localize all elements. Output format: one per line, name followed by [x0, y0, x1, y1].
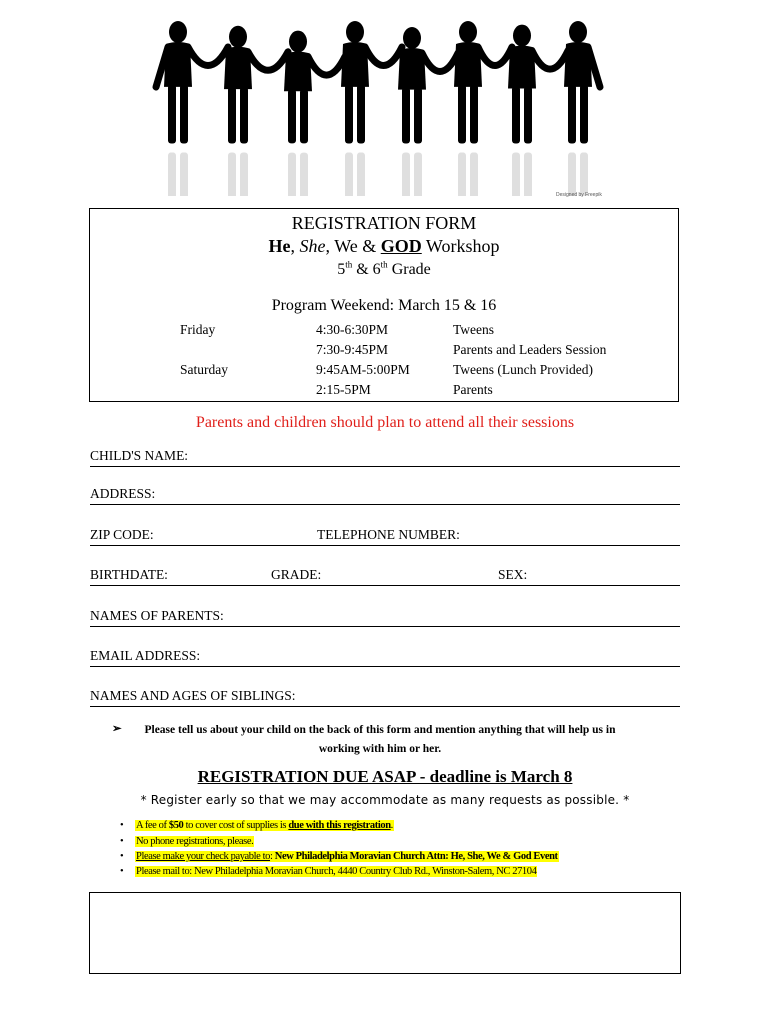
registration-deadline: REGISTRATION DUE ASAP - deadline is March 8	[197, 767, 573, 786]
tell-us-line-1: Please tell us about your child on the back of this form and mention anything that will help us in	[144, 724, 616, 736]
birthdate-label: BIRTHDATE:	[90, 567, 168, 582]
notes-box[interactable]	[89, 892, 681, 974]
fee-text: A fee of $50 to cover cost of supplies is due with this registration.	[136, 820, 393, 831]
workshop-title: He, She, We & GOD Workshop	[268, 236, 500, 256]
telephone-label: TELEPHONE NUMBER:	[317, 527, 460, 542]
schedule-audience: Tweens	[453, 322, 495, 337]
child-name-label: CHILD'S NAME:	[90, 448, 189, 463]
schedule-time: 9:45AM-5:00PM	[316, 362, 410, 377]
bullet-icon: •	[120, 836, 124, 847]
zip-code-label: ZIP CODE:	[90, 527, 154, 542]
schedule-audience: Parents and Leaders Session	[453, 342, 607, 357]
address-field[interactable]	[90, 486, 680, 505]
attendance-notice: Parents and children should plan to attend all their sessions	[195, 414, 575, 431]
children-holding-hands-illustration	[150, 18, 612, 196]
tell-us-instructions	[100, 721, 660, 759]
birthdate-grade-sex-field[interactable]	[90, 567, 680, 586]
bullet-icon: •	[120, 866, 124, 877]
form-title: REGISTRATION FORM	[291, 213, 477, 233]
mail-to-text: Please mail to: New Philadelphia Moravian Church, 4440 Country Club Rd., Winston-Salem, NC 27104	[136, 866, 537, 877]
register-early-note: * Register early so that we may accommodate as many requests as possible. *	[140, 793, 630, 807]
schedule-audience: Parents	[453, 382, 493, 397]
grade-line: 5th & 6th Grade	[337, 259, 431, 278]
bullet-icon: •	[120, 820, 124, 831]
payable-text: Please make your check payable to: New Philadelphia Moravian Church Attn: He, She, We & God Event	[136, 851, 558, 862]
child-name-field[interactable]	[90, 448, 680, 467]
grade-label: GRADE:	[271, 567, 322, 582]
program-weekend: Program Weekend: March 15 & 16	[271, 297, 497, 314]
tell-us-line-2: working with him or her.	[318, 743, 442, 755]
address-label: ADDRESS:	[90, 486, 156, 501]
sex-label: SEX:	[498, 567, 528, 582]
schedule-audience: Tweens (Lunch Provided)	[453, 362, 594, 377]
zip-telephone-field[interactable]	[90, 527, 680, 546]
schedule-time: 7:30-9:45PM	[316, 342, 389, 357]
siblings-label: NAMES AND AGES OF SIBLINGS:	[90, 688, 296, 703]
arrow-bullet-icon: ➢	[112, 723, 122, 735]
schedule-day: Saturday	[180, 362, 228, 377]
header-box	[89, 208, 679, 402]
siblings-field[interactable]	[90, 688, 680, 707]
schedule-time: 4:30-6:30PM	[316, 322, 389, 337]
email-label: EMAIL ADDRESS:	[90, 648, 201, 663]
bullet-icon: •	[120, 851, 124, 862]
schedule-time: 2:15-5PM	[316, 382, 371, 397]
illustration-credit: Designed by Freepik	[556, 192, 602, 198]
schedule-day: Friday	[180, 322, 216, 337]
parents-names-field[interactable]	[90, 608, 680, 627]
parents-names-label: NAMES OF PARENTS:	[90, 608, 224, 623]
email-field[interactable]	[90, 648, 680, 667]
no-phone-text: No phone registrations, please.	[136, 836, 254, 847]
